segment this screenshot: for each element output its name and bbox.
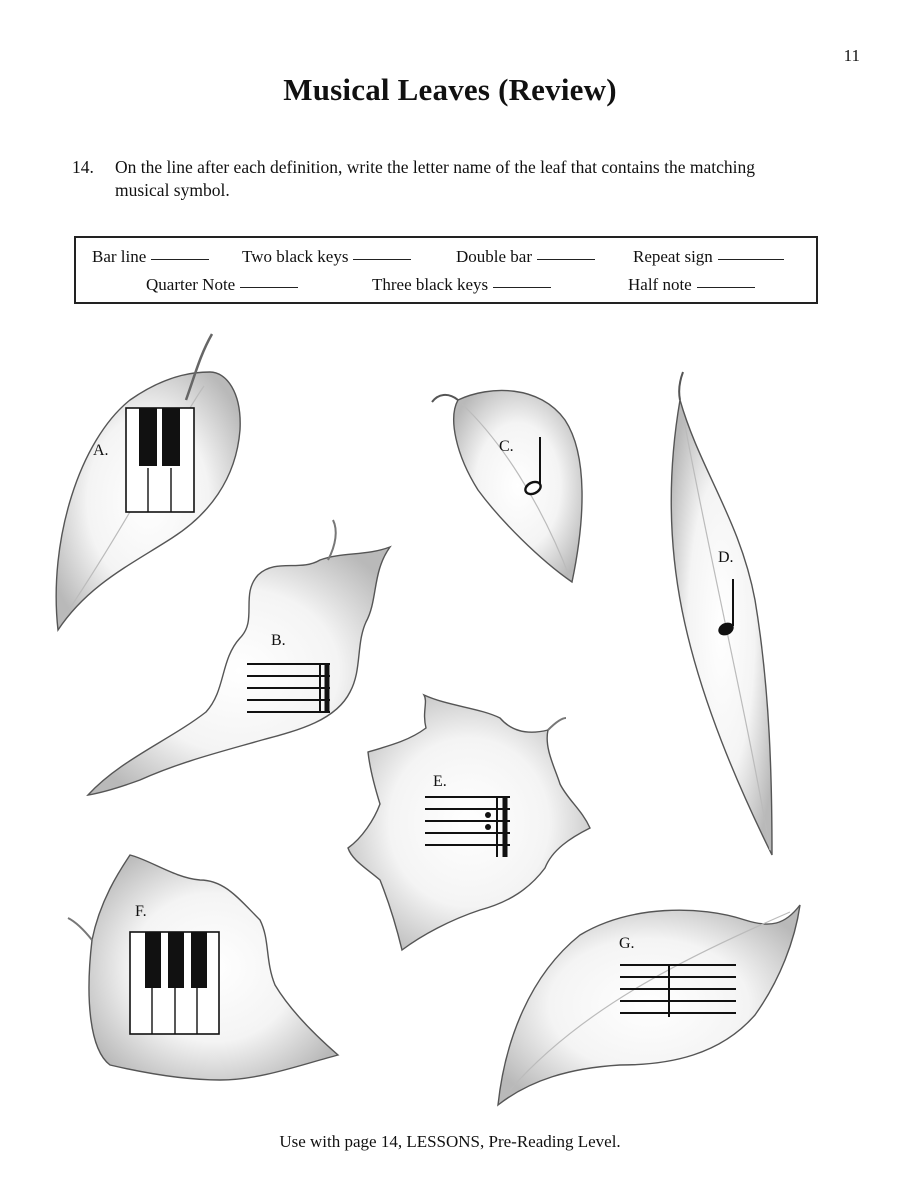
answer-label: Three black keys	[372, 275, 489, 294]
instruction-text: On the line after each definition, write the letter name of the leaf that contains the matching musical symbol.	[115, 157, 755, 200]
leaf-g	[498, 905, 800, 1105]
footer-note: Use with page 14, LESSONS, Pre-Reading Level.	[279, 1132, 621, 1151]
leaf-label-f: F.	[135, 903, 147, 920]
leaf-d	[671, 372, 772, 855]
answer-label: Double bar	[456, 247, 533, 266]
answer-label: Two black keys	[242, 247, 349, 266]
three-black-keys-icon	[130, 932, 219, 1034]
answer-label: Bar line	[92, 247, 147, 266]
leaf-label-g: G.	[619, 935, 635, 952]
leaf-e	[348, 695, 590, 950]
leaf-a	[56, 334, 240, 630]
leaf-label-d: D.	[718, 549, 734, 566]
leaf-label-b: B.	[271, 632, 286, 649]
leaf-c	[432, 390, 582, 582]
answer-label: Half note	[628, 275, 692, 294]
page-title: Musical Leaves (Review)	[283, 72, 617, 107]
page-number: 11	[843, 46, 860, 65]
instruction-number: 14.	[72, 157, 94, 177]
leaf-label-c: C.	[499, 438, 514, 455]
leaf-f	[68, 855, 338, 1080]
answer-label: Repeat sign	[633, 247, 713, 266]
leaf-label-a: A.	[93, 442, 109, 459]
leaf-label-e: E.	[433, 773, 447, 790]
two-black-keys-icon	[126, 408, 194, 512]
answer-label: Quarter Note	[146, 275, 236, 294]
